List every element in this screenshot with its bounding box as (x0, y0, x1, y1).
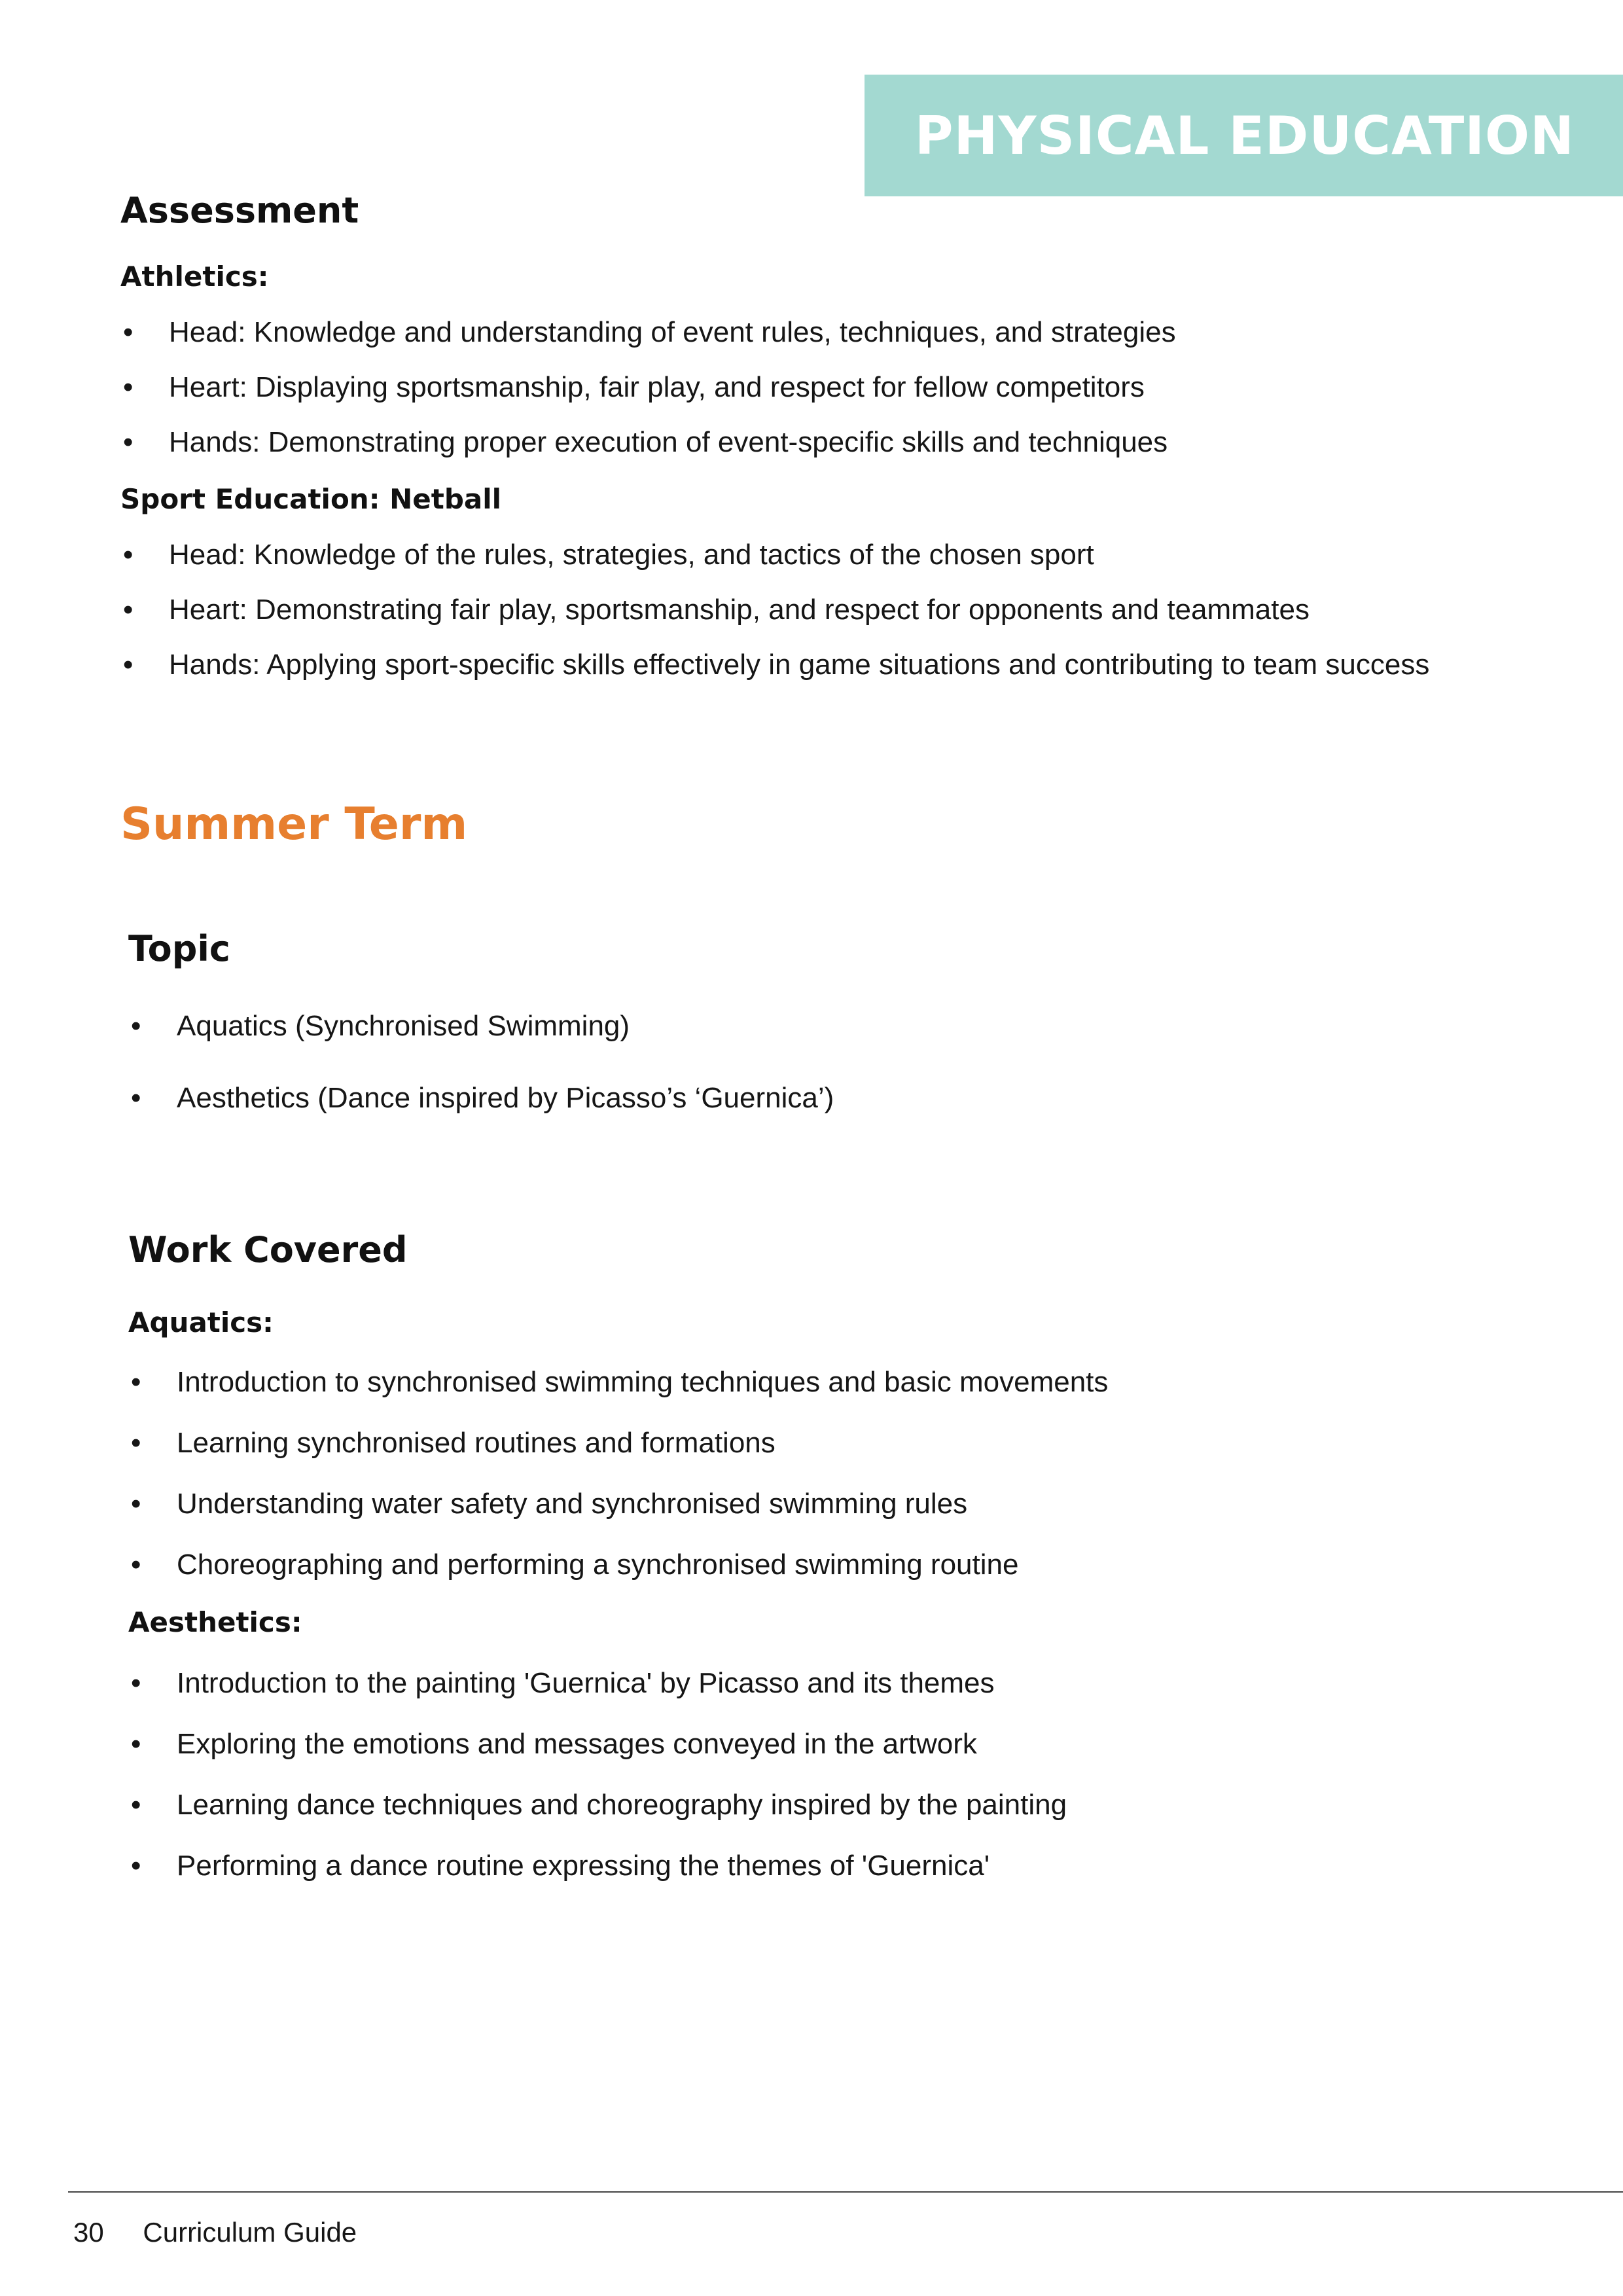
list-item: • Hands: Applying sport-specific skills effectively in game situations and contributing to team success (120, 647, 1495, 683)
topic-list (128, 1008, 1503, 1117)
list-item: • Head: Knowledge and understanding of event rules, techniques, and strategies (120, 314, 1495, 351)
aquatics-label: Aquatics: (128, 1306, 274, 1338)
list-item: • Introduction to synchronised swimming techniques and basic movements (128, 1364, 1503, 1401)
footer-divider (68, 2191, 1623, 2193)
list-item: • Aesthetics (Dance inspired by Picasso’s ‘Guernica’) (128, 1080, 1503, 1117)
list-item: • Heart: Demonstrating fair play, sportsmanship, and respect for opponents and teammates (120, 592, 1495, 628)
list-item: • Aquatics (Synchronised Swimming) (128, 1008, 1503, 1045)
list-item: • Learning dance techniques and choreography inspired by the painting (128, 1787, 1503, 1823)
list-item: • Introduction to the painting 'Guernica' by Picasso and its themes (128, 1665, 1503, 1702)
list-item: • Heart: Displaying sportsmanship, fair play, and respect for fellow competitors (120, 369, 1495, 406)
footer (73, 2217, 357, 2248)
list-item: • Choreographing and performing a synchronised swimming routine (128, 1547, 1503, 1583)
aquatics-work-list (128, 1364, 1503, 1583)
list-item: • Performing a dance routine expressing the themes of 'Guernica' (128, 1848, 1503, 1884)
work-covered-heading: Work Covered (128, 1229, 408, 1270)
list-item: • Exploring the emotions and messages conveyed in the artwork (128, 1726, 1503, 1763)
list-item: • Learning synchronised routines and formations (128, 1425, 1503, 1462)
athletics-assessment-list (120, 314, 1495, 461)
aesthetics-work-list (128, 1665, 1503, 1884)
aesthetics-label: Aesthetics: (128, 1606, 302, 1638)
list-item: • Head: Knowledge of the rules, strategies, and tactics of the chosen sport (120, 537, 1495, 573)
netball-assessment-list (120, 537, 1495, 683)
assessment-heading: Assessment (120, 190, 359, 231)
header-banner (865, 75, 1623, 196)
page-title: PHYSICAL EDUCATION (914, 105, 1575, 166)
list-item: • Understanding water safety and synchronised swimming rules (128, 1486, 1503, 1522)
topic-heading: Topic (128, 928, 230, 969)
list-item: • Hands: Demonstrating proper execution of event-specific skills and techniques (120, 424, 1495, 461)
summer-term-heading: Summer Term (120, 798, 468, 850)
athletics-label: Athletics: (120, 260, 269, 293)
footer-title: Curriculum Guide (143, 2217, 357, 2248)
netball-label: Sport Education: Netball (120, 483, 502, 515)
page-number: 30 (73, 2217, 104, 2248)
